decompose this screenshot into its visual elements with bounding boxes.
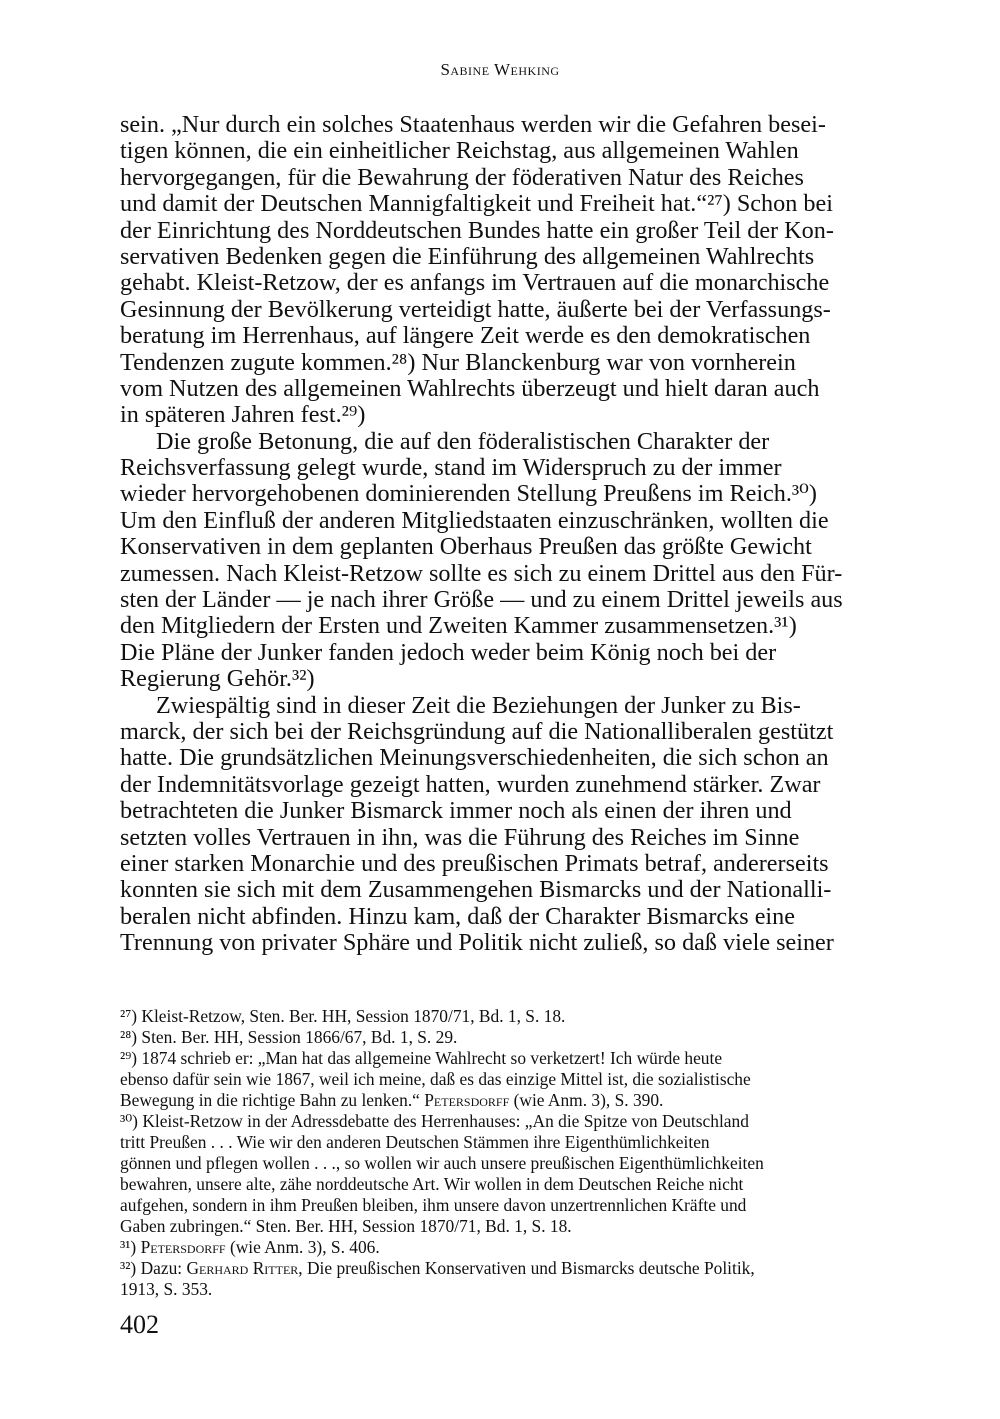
body-line: zumessen. Nach Kleist-Retzow sollte es sich zu einem Drittel aus den Für-	[120, 559, 843, 587]
footnote-line: ²⁷) Kleist-Retzow, Sten. Ber. HH, Session 1870/71, Bd. 1, S. 18.	[120, 1006, 566, 1026]
running-head: Sabine Wehking	[440, 60, 560, 79]
footnote-line: Bewegung in die richtige Bahn zu lenken.“ Petersdorff (wie Anm. 3), S. 390.	[120, 1090, 664, 1110]
footnote-line: ²⁹) 1874 schrieb er: „Man hat das allgemeine Wahlrecht so verketzert! Ich würde heute	[120, 1048, 723, 1068]
body-line: Trennung von privater Sphäre und Politik nicht zuließ, so daß viele seiner	[120, 929, 834, 957]
footnote-line: ebenso dafür sein wie 1867, weil ich meine, daß es das einzige Mittel ist, die sozialistische	[120, 1069, 751, 1089]
body-line: Regierung Gehör.³²)	[120, 665, 315, 693]
body-line: Tendenzen zugute kommen.²⁸) Nur Blanckenburg war von vornherein	[120, 348, 796, 376]
body-line: hatte. Die grundsätzlichen Meinungsverschiedenheiten, die sich schon an	[120, 744, 829, 772]
body-line: konnten sie sich mit dem Zusammengehen Bismarcks und der Nationalli-	[120, 876, 832, 904]
page-number: 402	[120, 1310, 159, 1339]
footnote-line: bewahren, unsere alte, zähe norddeutsche Art. Wir wollen in dem Deutschen Reiche nicht	[120, 1174, 744, 1194]
body-line: Reichsverfassung gelegt wurde, stand im Widerspruch zu der immer	[120, 454, 782, 482]
body-line: Zwiespältig sind in dieser Zeit die Beziehungen der Junker zu Bis-	[156, 691, 801, 719]
body-line: tigen können, die ein einheitlicher Reichstag, aus allgemeinen Wahlen	[120, 137, 799, 165]
body-line: Die Pläne der Junker fanden jedoch weder beim König noch bei der	[120, 638, 777, 666]
body-line: servativen Bedenken gegen die Einführung des allgemeinen Wahlrechts	[120, 242, 815, 270]
body-line: den Mitgliedern der Ersten und Zweiten Kammer zusammensetzen.³¹)	[120, 612, 797, 640]
footnote-line: aufgehen, sondern in ihm Preußen bleiben, ihm unsere davon unzertrennlichen Kräfte und	[120, 1195, 747, 1215]
body-line: betrachteten die Junker Bismarck immer noch als einen der ihren und	[120, 797, 792, 825]
footnote-line: ³¹) Petersdorff (wie Anm. 3), S. 406.	[120, 1237, 380, 1257]
footnote-line: 1913, S. 353.	[120, 1279, 213, 1299]
footnote-line: tritt Preußen . . . Wie wir den anderen Deutschen Stämmen ihre Eigenthümlichkeiten	[120, 1132, 710, 1152]
body-line: sein. „Nur durch ein solches Staatenhaus werden wir die Gefahren besei-	[120, 111, 826, 138]
body-line: in späteren Jahren fest.²⁹)	[120, 401, 366, 429]
body-text	[120, 112, 880, 957]
footnote-line: ³⁰) Kleist-Retzow in der Adressdebatte des Herrenhauses: „An die Spitze von Deutschland	[120, 1111, 749, 1131]
body-line: gehabt. Kleist-Retzow, der es anfangs im Vertrauen auf die monarchische	[120, 269, 830, 297]
footnote-line: gönnen und pflegen wollen . . ., so wollen wir auch unsere preußischen Eigenthümlichkeiten	[120, 1153, 764, 1173]
body-line: setzten volles Vertrauen in ihn, was die Führung des Reiches im Sinne	[120, 823, 800, 851]
footnote-line: Gaben zubringen.“ Sten. Ber. HH, Session 1870/71, Bd. 1, S. 18.	[120, 1216, 572, 1236]
body-line: der Indemnitätsvorlage gezeigt hatten, wurden zunehmend stärker. Zwar	[120, 770, 821, 798]
footnote-line: ³²) Dazu: Gerhard Ritter, Die preußischen Konservativen und Bismarcks deutsche Politik,	[120, 1258, 755, 1278]
body-line: einer starken Monarchie und des preußischen Primats betraf, andererseits	[120, 849, 829, 877]
body-line: Um den Einfluß der anderen Mitgliedstaaten einzuschränken, wollten die	[120, 506, 829, 534]
body-line: marck, der sich bei der Reichsgründung auf die Nationalliberalen gestützt	[120, 717, 834, 745]
body-line: wieder hervorgehobenen dominierenden Stellung Preußens im Reich.³⁰)	[120, 480, 817, 508]
footnote-line: ²⁸) Sten. Ber. HH, Session 1866/67, Bd. 1, S. 29.	[120, 1027, 458, 1047]
body-line: der Einrichtung des Norddeutschen Bundes hatte ein großer Teil der Kon-	[120, 216, 834, 244]
body-line: sten der Länder — je nach ihrer Größe — und zu einem Drittel jeweils aus	[120, 586, 843, 614]
footnotes	[120, 1006, 880, 1300]
body-line: hervorgegangen, für die Bewahrung der föderativen Natur des Reiches	[120, 163, 804, 191]
body-line: beratung im Herrenhaus, auf längere Zeit werde es den demokratischen	[120, 322, 811, 350]
body-line: vom Nutzen des allgemeinen Wahlrechts überzeugt und hielt daran auch	[120, 374, 820, 402]
body-line: beralen nicht abfinden. Hinzu kam, daß der Charakter Bismarcks eine	[120, 902, 795, 930]
body-line: Die große Betonung, die auf den föderalistischen Charakter der	[156, 427, 770, 455]
body-line: und damit der Deutschen Mannigfaltigkeit und Freiheit hat.“²⁷) Schon bei	[120, 190, 833, 218]
body-line: Konservativen in dem geplanten Oberhaus Preußen das größte Gewicht	[120, 533, 812, 561]
body-line: Gesinnung der Bevölkerung verteidigt hatte, äußerte bei der Verfassungs-	[120, 295, 831, 323]
